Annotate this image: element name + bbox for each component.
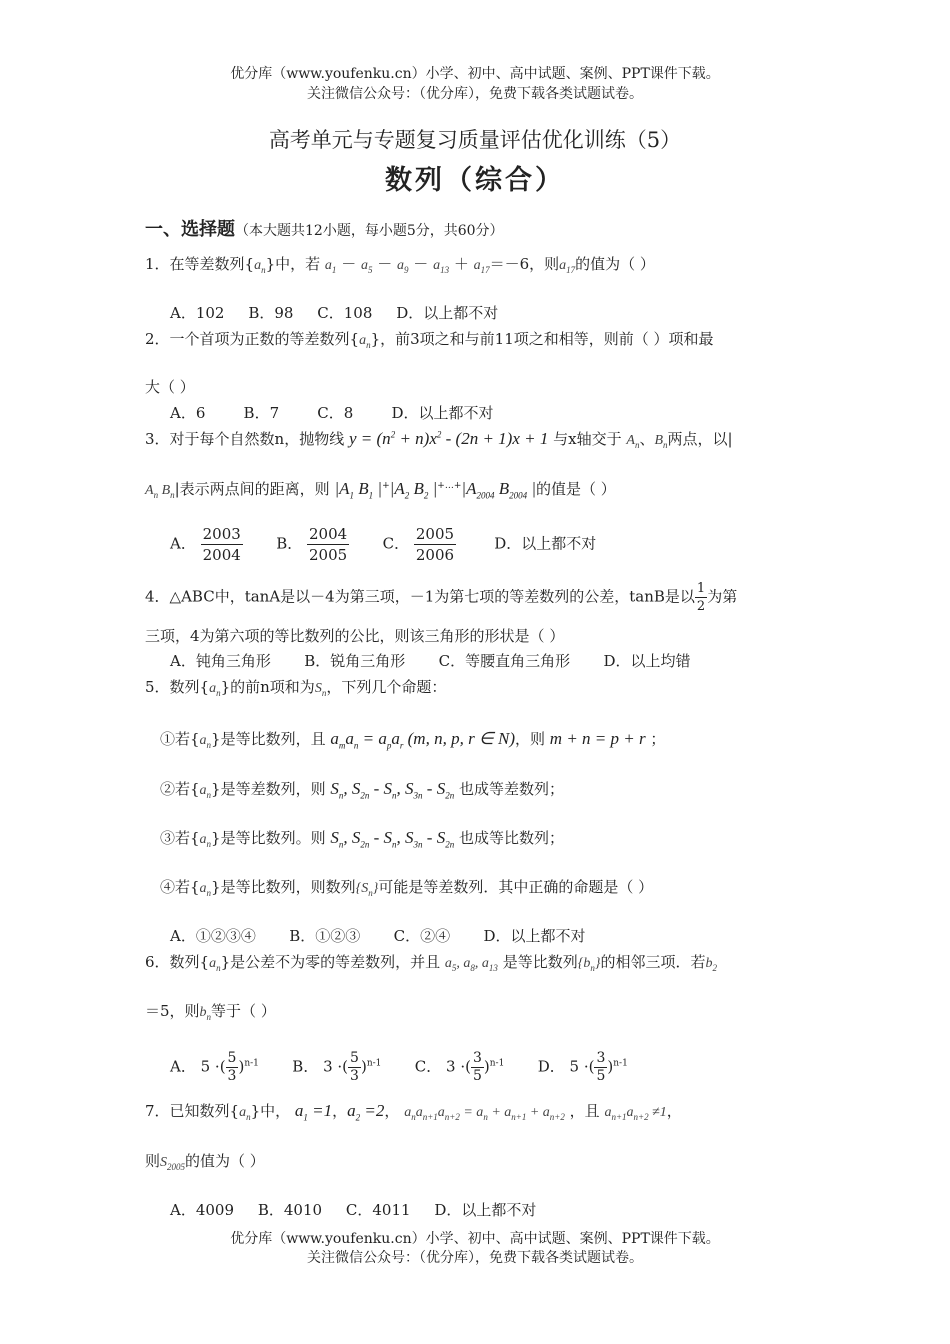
section-label: 一、选择题: [145, 219, 235, 240]
q3-fraction-c: $\frac{2005}{2006}$: [415, 525, 455, 564]
doc-title: 高考单元与专题复习质量评估优化训练（5）: [268, 128, 682, 152]
q5-proposition-2: ②若$\{a_n\}$是等差数列，则 $S_n$, $S_{2n} - S_n$, $S_{3n} - S_{2n}$ 也成等差数列；: [160, 779, 565, 801]
q7-text-7: 则: [145, 1152, 161, 1170]
q2-option-a: A．6: [170, 404, 206, 422]
q2-text-2: }，前3项之和与前11项之和相等，则前（ ）项和最: [370, 330, 714, 348]
q3-option-d: D．以上都不对: [494, 534, 597, 553]
question-1: 1．在等差数列$\{a_n\}$中，若 $a_1 - a_5 - a_9 - a_{13} + a_{17}=-6$，则$a_{17}$的值为（ ）: [145, 255, 655, 275]
q7-text-6: ，: [666, 1102, 682, 1120]
q6-text-4: 的相邻三项．若: [600, 953, 706, 971]
q1-options: [170, 302, 498, 323]
q3-option-b: B．: [276, 534, 303, 553]
q3-text-2: 与x轴交于: [553, 430, 622, 448]
q1-text-2: }中，若: [265, 255, 321, 273]
q6-option-a: A．: [170, 1057, 196, 1076]
q4-options: [170, 650, 691, 671]
q3-text-1: 3．对于每个自然数n，抛物线: [145, 430, 345, 448]
q3-options: [170, 524, 596, 565]
q6-option-d: D．: [537, 1057, 565, 1076]
q7-option-d: D．以上都不对: [434, 1201, 537, 1219]
q5-proposition-3: ③若$\{a_n\}$是等比数列。则 $S_n$, $S_{2n} - S_n$, $S_{3n} - S_{2n}$ 也成等比数列；: [160, 828, 565, 850]
q5-option-b: B．①②③: [289, 927, 361, 945]
doc-subtitle: 数列（综合）: [385, 165, 565, 196]
q1-option-b: B．98: [248, 304, 294, 322]
q4-text-1: 4．△ABC中，tanA是以－4为第三项，－1为第七项的等差数列的公差，tanB是以: [145, 587, 695, 606]
q5-options: [170, 925, 586, 946]
q6-line-2: ＝5，则$b_n$等于（ ）: [145, 1002, 276, 1022]
q7-line-2: 则$S_{2005}$的值为（ ）: [145, 1152, 265, 1172]
q7-text-4: ，: [384, 1102, 400, 1120]
q3-option-a: A．: [170, 534, 196, 553]
q7-option-a: A．4009: [170, 1201, 235, 1219]
q5-proposition-4: ④若$\{a_n\}$是等比数列，则数列$\{S_n\}$可能是等差数列．其中正确的命题是（ ）: [160, 878, 654, 898]
q4-text-2: 为第: [707, 587, 738, 606]
q4-option-a: A．钝角三角形: [170, 652, 271, 670]
question-6: 6．数列$\{a_n\}$是公差不为零的等差数列，并且 $a_5$, $a_8$, $a_{13}$ 是等比数列$\{b_n\}$的相邻三项．若$b_2$: [145, 953, 717, 973]
section-heading: [145, 215, 504, 241]
q7-text-3: ，: [332, 1102, 348, 1120]
q6-option-c: C．: [414, 1057, 442, 1076]
q7-options: [170, 1199, 536, 1220]
q3-line-2: $A_n$ $B_n|$表示两点间的距离，则 $|A_1$ $B_1$ $|^+|A_2$ $B_2$ $|^{+\dots+}|A_{2004}$ $B_{2004}$ |的值是（ ）: [145, 479, 616, 501]
question-2: 2．一个首项为正数的等差数列$\{a_n\}$，前3项之和与前11项之和相等，则前（ ）项和最: [145, 330, 714, 350]
q1-option-a: A．102: [170, 304, 225, 322]
q5-text-3: ，下列几个命题：: [326, 678, 447, 696]
q7-text-8: 的值为（ ）: [185, 1152, 265, 1170]
q7-text-2: }中，: [250, 1102, 291, 1120]
q6-text-6: 等于（ ）: [211, 1002, 276, 1020]
question-7: 7．已知数列$\{a_n\}$中， $a_1 =1$，$a_2 =2$， $a_na_{n+1}a_{n+2} = a_n + a_{n+1} + a_{n+2}$ ，且 $a_{n+1}a_{n+2} \ne 1$，: [145, 1101, 682, 1123]
q5-option-d: D．以上都不对: [483, 927, 586, 945]
q7-option-b: B．4010: [257, 1201, 323, 1219]
q2-text-1: 2．一个首项为正数的等差数列{: [145, 330, 360, 348]
q6-text-3: 是等比数列: [502, 953, 578, 971]
q3-text-4: 两点，以|: [667, 430, 733, 448]
q6-option-b: B．: [292, 1057, 319, 1076]
q2-options: [170, 402, 494, 423]
q5-proposition-1: ①若$\{a_n\}$是等比数列，且 $a_ma_n = a_pa_r$ (m, n, p, r ∈ N)，则 m + n = p + r ；: [160, 729, 666, 751]
q5-option-c: C．②④: [393, 927, 451, 945]
footer-line-2: 关注微信公众号：（优分库），免费下载各类试题试卷。: [307, 1250, 643, 1266]
q4-option-d: D．以上均错: [603, 652, 691, 670]
q6-text-2: }是公差不为零的等差数列，并且: [220, 953, 441, 971]
q1-text-4: 的值为（ ）: [575, 255, 655, 273]
q1-text-1: 1．在等差数列{: [145, 255, 255, 273]
q4-option-c: C．等腰直角三角形: [438, 652, 571, 670]
q3-text-5: |表示两点间的距离，则: [174, 480, 330, 498]
q3-text-6: 的值是（ ）: [536, 480, 616, 498]
q3-option-c: C．: [382, 534, 410, 553]
q1-text-3: ＝－6，则: [489, 255, 560, 273]
q6-text-1: 6．数列{: [145, 953, 210, 971]
footer-line-1: 优分库（www.youfenku.cn）小学、初中、高中试题、案例、PPT课件下载。: [230, 1231, 720, 1247]
section-note: （本大题共12小题，每小题5分，共60分）: [235, 223, 504, 239]
q4-option-b: B．锐角三角形: [304, 652, 406, 670]
header-line-1: 优分库（www.youfenku.cn）小学、初中、高中试题、案例、PPT课件下载。: [230, 66, 720, 82]
q7-text-1: 7．已知数列{: [145, 1102, 240, 1120]
q3-text-3: 、: [639, 430, 655, 448]
q2-option-d: D．以上都不对: [391, 404, 494, 422]
question-4: [145, 580, 737, 615]
q3-fraction-b: $\frac{2004}{2005}$: [309, 525, 348, 564]
question-3: 3．对于每个自然数n，抛物线 $y = (n^2 + n)x^2 - (2n + 1)x + 1$ 与x轴交于 $A_n$、$B_n$两点，以|: [145, 429, 733, 450]
q6-text-5: ＝5，则: [145, 1002, 200, 1020]
q5-text-1: 5．数列{: [145, 678, 210, 696]
q2-option-b: B．7: [243, 404, 280, 422]
q7-option-c: C．4011: [345, 1201, 411, 1219]
q5-text-2: }的前n项和为: [220, 678, 315, 696]
q3-fraction-a: $\frac{2003}{2004}$: [202, 525, 241, 564]
header-line-2: 关注微信公众号：（优分库），免费下载各类试题试卷。: [307, 86, 643, 102]
q6-options: A． 5 ·( $\frac{5}{3}$ )$^{n-1}$ B． 3 ·( $\frac{5}{3}$ )$^{n-1}$ C． 3 ·( $\frac{3}{5}$ )$^{n-1}$ D． 5 ·( $\frac{3}{5}$ )$^{n-1}$: [170, 1050, 628, 1084]
q7-text-5: ，且: [569, 1102, 600, 1120]
q1-option-c: C．108: [317, 304, 373, 322]
question-5: 5．数列$\{a_n\}$的前n项和为$S_n$，下列几个命题：: [145, 678, 447, 698]
q5-option-a: A．①②③④: [170, 927, 256, 945]
q1-option-d: D．以上都不对: [396, 304, 499, 322]
q4-text-3: 三项，4为第六项的等比数列的公比，则该三角形的形状是（ ）: [145, 627, 565, 645]
q2-text-3: 大（ ）: [145, 378, 195, 396]
q4-fraction: $\frac{1}{2}$: [696, 581, 706, 614]
q2-option-c: C．8: [317, 404, 354, 422]
